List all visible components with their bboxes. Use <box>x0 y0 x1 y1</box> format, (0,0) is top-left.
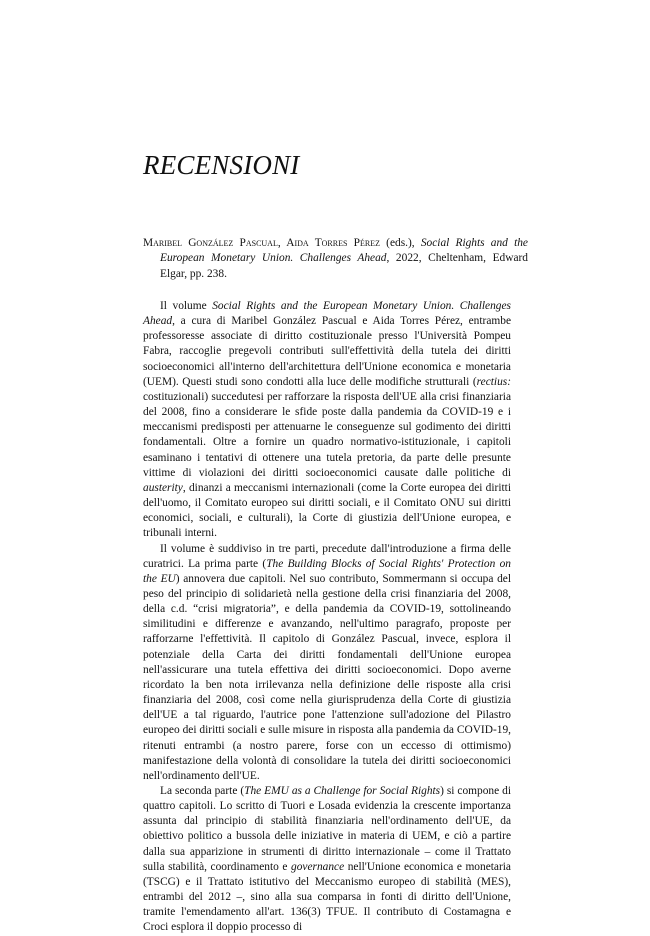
citation-book-title: Social Rights and the European Monetary Union. Challenges Ahead <box>160 237 528 265</box>
review-body <box>143 299 511 936</box>
paragraph-text: Il volume è suddiviso in tre parti, precedute dall'introduzione a firma delle curatrici. La prima parte ( <box>143 542 511 570</box>
italic-text: rectius: <box>476 375 511 388</box>
italic-text: governance <box>291 860 345 873</box>
paragraph-text: ) si compone di quattro capitoli. Lo scritto di Tuori e Losada evidenzia la crescente importanza assunta dal principio di stabilità finanziaria nell'ordinamento dell'UE, da obiettivo politico a bussola delle iniziative in materia di UEM, e ciò a partire dalla sua apparizione in strumenti di diritto internazionale – come il Trattato sulla stabilità, coordinamento e <box>143 785 511 873</box>
section-title: RECENSIONI <box>143 150 300 180</box>
italic-text: austerity <box>143 481 183 494</box>
italic-text: The EMU as a Challenge for Social Rights <box>244 785 441 797</box>
citation-editor-note: (eds.), <box>379 237 421 249</box>
paragraph-text: , a cura di Maribel González Pascual e Aida Torres Pérez, entrambe professoresse associate di diritto costituzionale presso l'Università Pompeu Fabra, raccoglie pregevoli contributi sull'effettività della tutela dei diritti socioeconomici all'interno dell'architettura dell'Unione economica e monetaria (UEM). Questi studi sono condotti alla luce delle modifiche strutturali ( <box>143 315 511 388</box>
paragraph-text: ) annovera due capitoli. Nel suo contributo, Sommermann si occupa del peso del principio di solidarietà nella gestione della crisi finanziaria del 2008, della c.d. “crisi migratoria”, e della pandemia da COVID-19, sottolineando similitudini e differenze e avanzando, nell'ultimo paragrafo, proposte per rafforzarne l'effettività. Il capitolo di González Pascual, invece, esplora il potenziale della Carta dei diritti fondamentali dell'Unione europea nell'assicurare una tutela effettiva dei diritti socioeconomici. Dopo averne ricordato la ben nota irrilevanza nella definizione delle risposte alla crisi finanziaria del 2008, così come nella giurisprudenza della Corte di giustizia dell'UE a tal riguardo, l'autrice pone l'attenzione sull'adozione del Pilastro europeo dei diritti sociali e sulle misure in risposta alla pandemia da COVID-19, ritenuti entrambi (a nostro parere, forse con un eccesso di ottimismo) manifestazione della volontà di consolidare la tutela dei diritti socioeconomici nell'ordinamento dell'UE. <box>143 572 511 782</box>
italic-text: Social Rights and the European Monetary Union. Challenges Ahead <box>143 300 511 328</box>
citation-details: , 2022, Cheltenham, Edward Elgar, pp. 238. <box>160 252 528 280</box>
paragraph-text: , dinanzi a meccanismi internazionali (come la Corte europea dei diritti dell'uomo, il Comitato europeo sui diritti sociali, e il Comitato ONU sui diritti economici, sociali, e culturali), la Corte di giustizia dell'Unione europea, e tribunali interni. <box>143 481 511 540</box>
book-citation <box>143 236 528 282</box>
body-paragraph <box>143 299 511 542</box>
paragraph-text: Il volume <box>160 300 213 312</box>
citation-authors: Maribel González Pascual, Aida Torres Pérez <box>143 237 380 249</box>
body-paragraph <box>143 784 511 936</box>
italic-text: The Building Blocks of Social Rights' Protection on the EU <box>143 557 511 585</box>
paragraph-text: nell'Unione economica e monetaria (TSCG) e il Trattato istitutivo del Meccanismo europeo di stabilità (MES), entrambi del 2012 –, sino alla sua comparsa in fonti di diritto dell'Unione, tramite l'emendamento all'art. 136(3) TFUE. Il contributo di Costamagna e Croci esplora il doppio processo di <box>143 860 511 934</box>
body-paragraph <box>143 542 511 785</box>
paragraph-text: costituzionali) succedutesi per rafforzare la risposta dell'UE alla crisi finanziaria del 2008, fino a considerare le sfide poste dalla pandemia da COVID-19 e i meccanismi predisposti per attenuarne le conseguenze sul godimento dei diritti fondamentali. Oltre a fornire un quadro normativo-istituzionale, i capitoli esaminano i tentativi di ottenere una tutela pretoria, da parte delle presunte vittime di violazioni dei diritti socioeconomici causate dalle politiche di <box>143 390 511 479</box>
paragraph-text: La seconda parte ( <box>160 785 245 797</box>
